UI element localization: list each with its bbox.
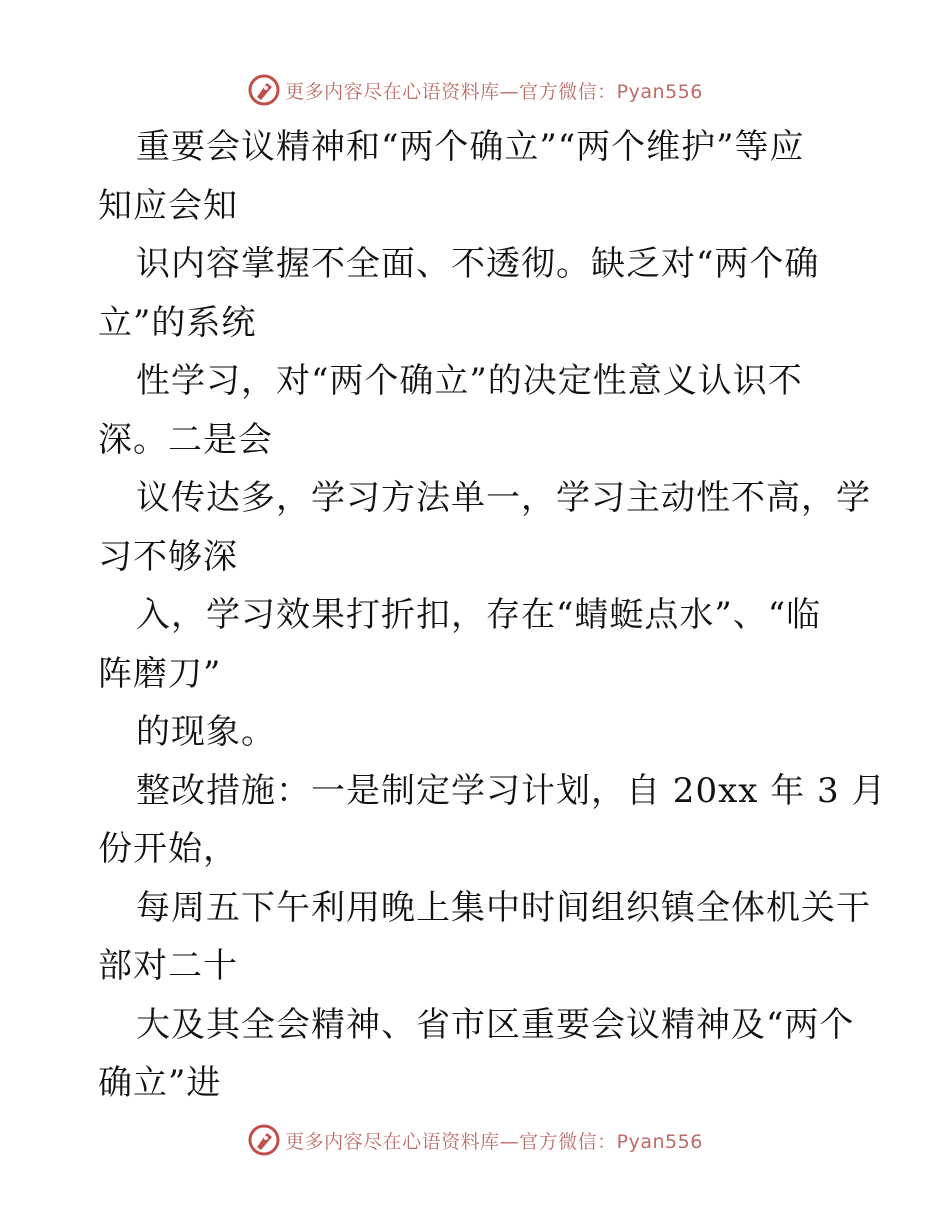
pen-nib-logo-icon [247, 1123, 281, 1157]
text-line: 入，学习效果打折扣，存在“蜻蜓点水”、“临 [136, 595, 822, 635]
text-line: 整改措施：一是制定学习计划，自 20xx 年 3 月 [136, 770, 887, 811]
banner-text: 更多内容尽在心语资料库—官方微信：Pyan556 [285, 1130, 703, 1153]
text-line: 份开始， [98, 829, 238, 869]
text-line: 的现象。 [136, 712, 276, 752]
text-line: 立”的系统 [98, 302, 257, 343]
banner-text: 更多内容尽在心语资料库—官方微信：Pyan556 [285, 80, 703, 103]
text-line: 深。二是会 [98, 419, 273, 460]
document-body [98, 118, 887, 1113]
text-line: 性学习，对“两个确立”的决定性意义认识不 [136, 361, 803, 401]
text-line: 重要会议精神和“两个确立”“两个维护”等应 [136, 127, 805, 167]
text-line: 大及其全会精神、省市区重要会议精神及“两个 [136, 1004, 855, 1045]
text-line: 议传达多，学习方法单一，学习主动性不高，学 [136, 478, 871, 518]
text-line: 部对二十 [98, 946, 238, 986]
text-line: 识内容掌握不全面、不透彻。缺乏对“两个确 [136, 244, 820, 284]
footer-banner [0, 1120, 950, 1160]
text-line: 阵磨刀” [98, 653, 222, 694]
pen-nib-logo-icon [247, 73, 281, 107]
header-banner [0, 70, 950, 110]
text-line: 确立”进 [98, 1063, 222, 1103]
text-line: 每周五下午利用晚上集中时间组织镇全体机关干 [136, 887, 871, 928]
text-line: 知应会知 [98, 185, 238, 226]
text-line: 习不够深 [98, 536, 238, 577]
